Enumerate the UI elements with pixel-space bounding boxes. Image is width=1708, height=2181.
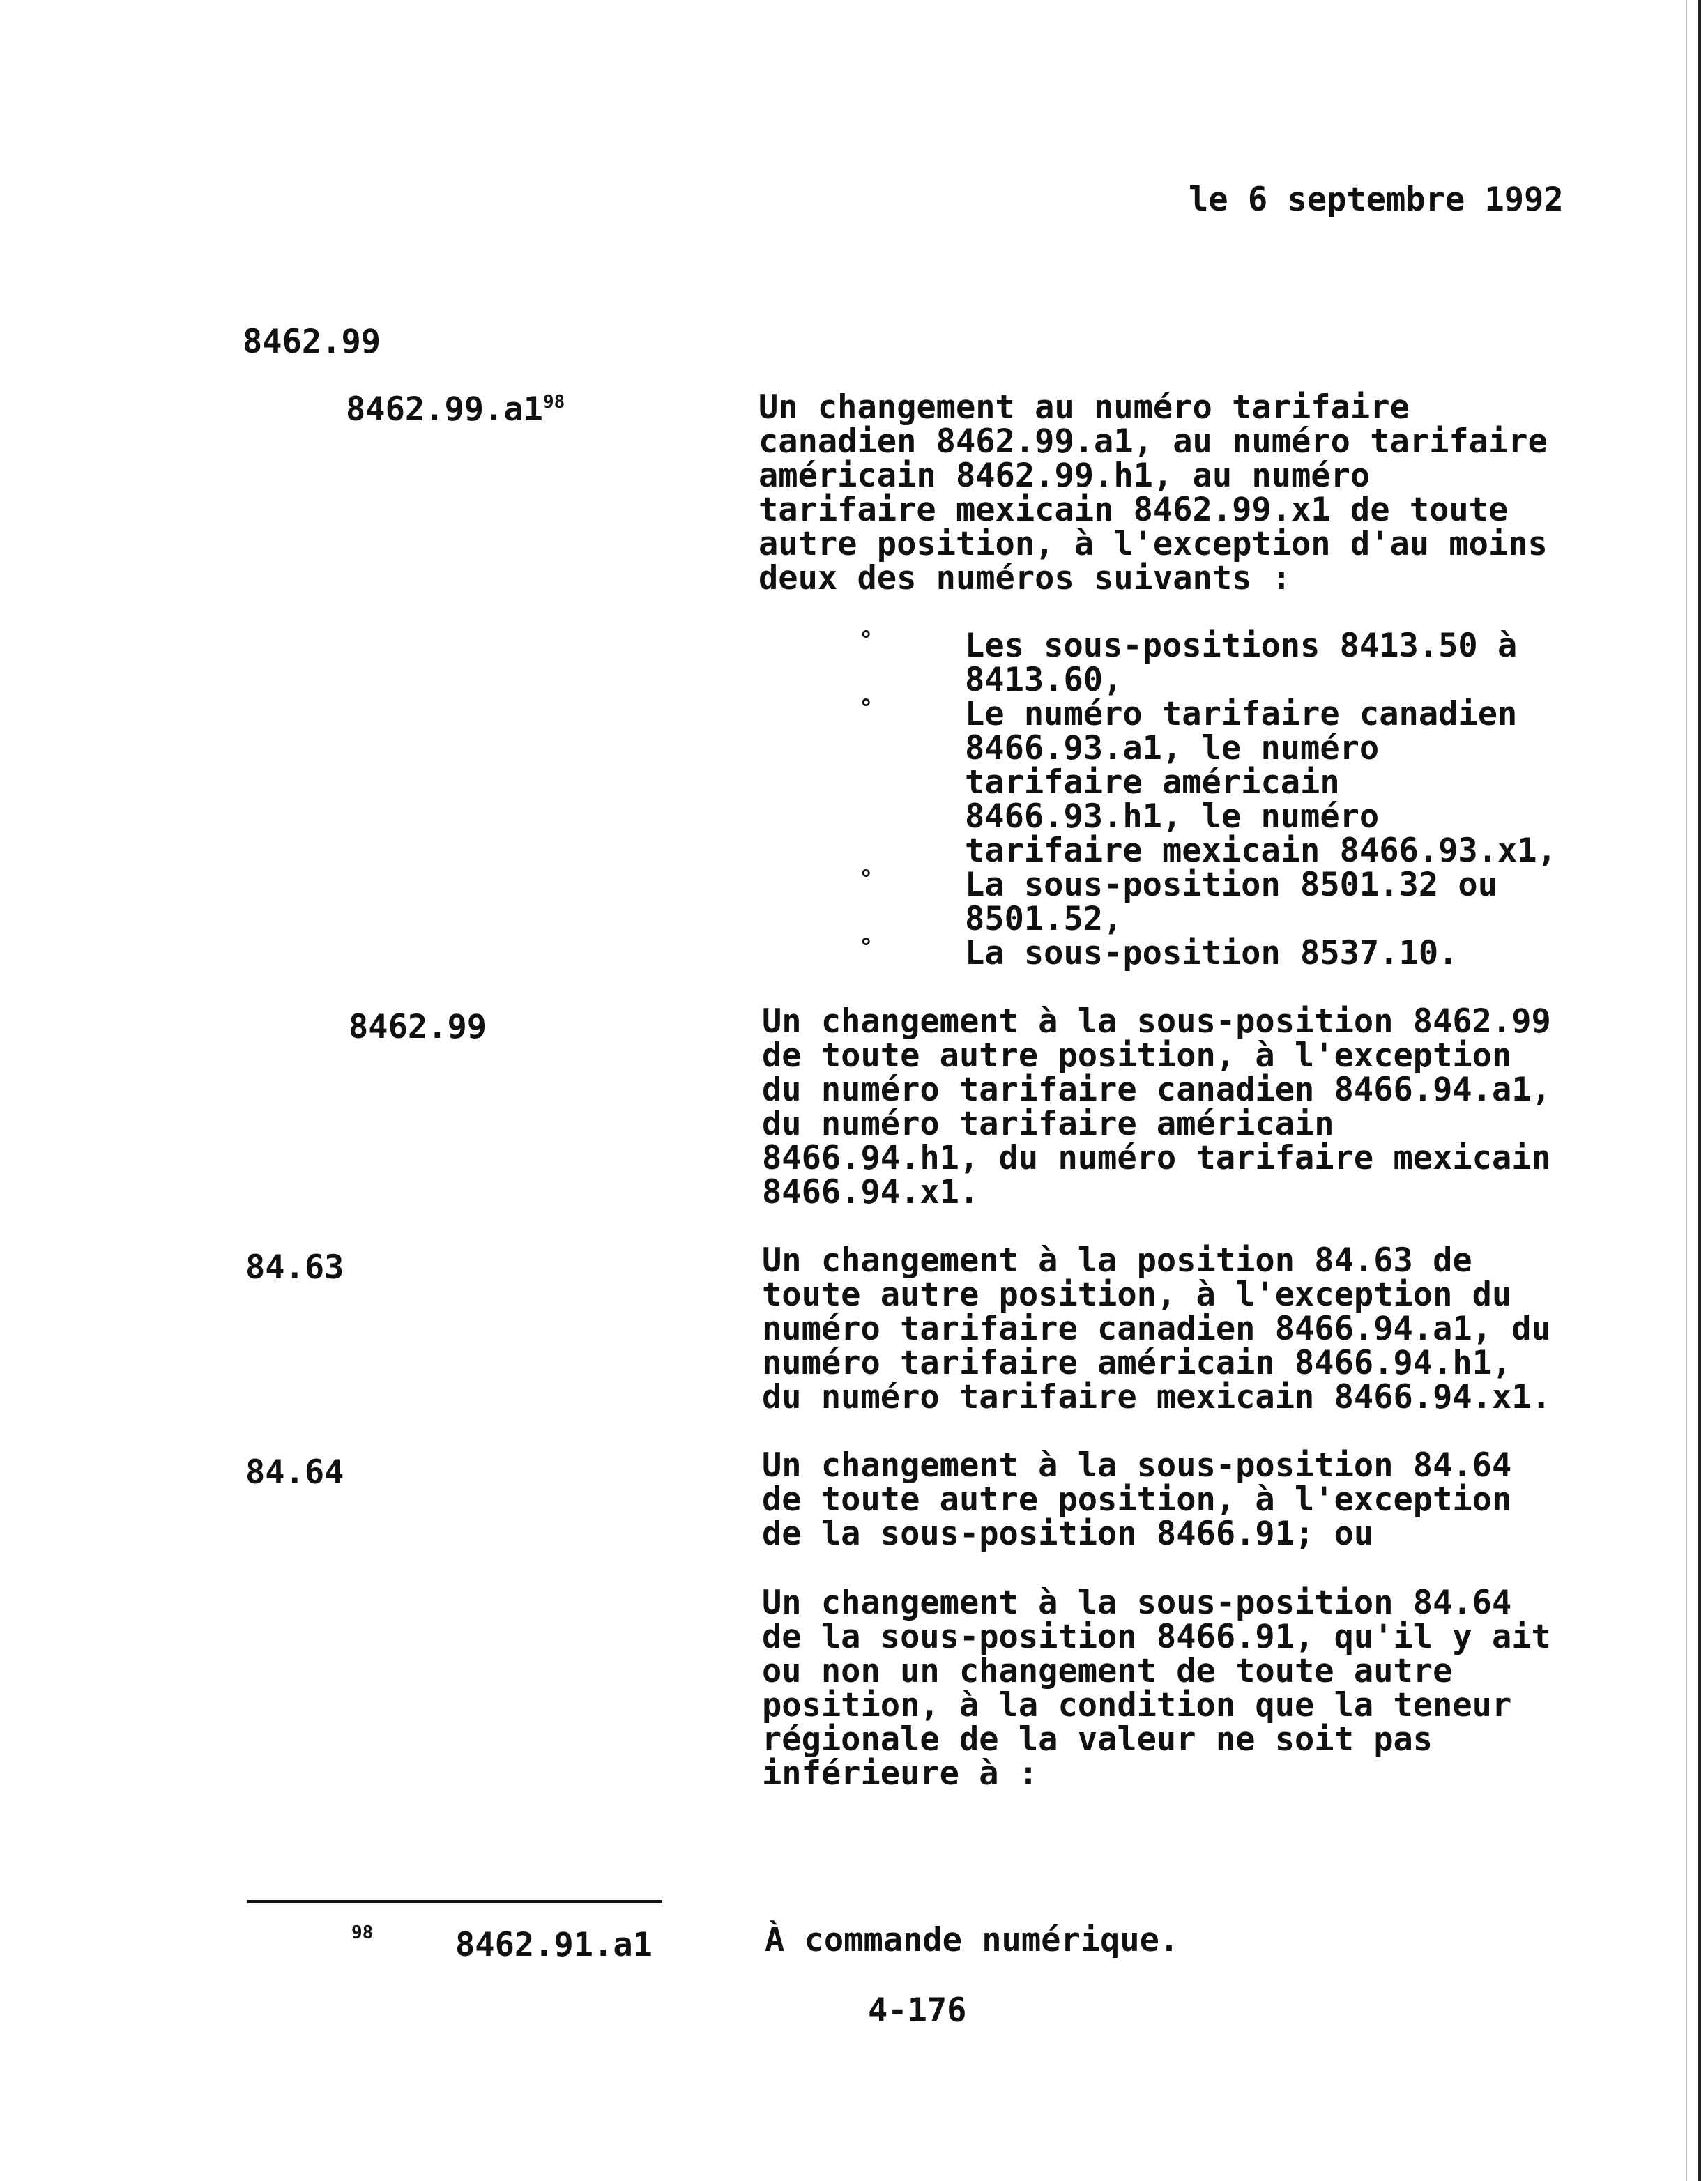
rule-line: du numéro tarifaire mexicain 8466.94.x1. <box>762 1378 1551 1416</box>
bullet-line: 8466.93.a1, le numéro <box>965 729 1380 767</box>
rule-line: Un changement à la sous-position 84.64 <box>762 1584 1512 1622</box>
tariff-item-code <box>346 392 565 427</box>
rule-line: Un changement à la position 84.63 de <box>762 1241 1472 1280</box>
heading-subheading-code: 8462.99 <box>243 323 381 361</box>
subheading-code: 8462.99 <box>349 1008 487 1046</box>
bullet-line: 8501.52, <box>965 900 1123 938</box>
footnote-code: 8462.91.a1 <box>455 1926 653 1964</box>
rule-line: position, à la condition que la teneur <box>762 1686 1512 1724</box>
bullet-line: tarifaire mexicain 8466.93.x1, <box>965 832 1557 870</box>
footnote-number: 98 <box>351 1922 374 1943</box>
rule-line: inférieure à : <box>762 1754 1039 1793</box>
bullet-marker: ° <box>859 865 874 893</box>
bullet-marker: ° <box>859 694 874 722</box>
page-edge-line <box>1686 0 1687 2181</box>
rule-line: Un changement à la sous-position 8462.99 <box>762 1002 1551 1041</box>
bullet-line: 8413.60, <box>965 661 1123 699</box>
rule-line: américain 8462.99.h1, au numéro <box>758 457 1371 495</box>
rule-line: deux des numéros suivants : <box>758 559 1292 597</box>
heading-code: 84.64 <box>245 1453 344 1492</box>
rule-line: autre position, à l'exception d'au moins <box>758 525 1548 563</box>
rule-line: du numéro tarifaire américain <box>762 1105 1334 1143</box>
heading-code: 84.63 <box>245 1248 344 1287</box>
rule-line: régionale de la valeur ne soit pas <box>762 1720 1433 1759</box>
rule-line: 8466.94.h1, du numéro tarifaire mexicain <box>762 1139 1551 1177</box>
tariff-item-code-text: 8462.99.a1 <box>346 390 543 429</box>
page-number: 4-176 <box>868 1991 967 2030</box>
bullet-line: tarifaire américain <box>965 763 1340 802</box>
footnote-separator <box>247 1900 662 1903</box>
rule-line: de la sous-position 8466.91; ou <box>762 1515 1374 1553</box>
bullet-line: Le numéro tarifaire canadien <box>965 695 1518 733</box>
bullet-line: Les sous-positions 8413.50 à <box>965 627 1518 665</box>
rule-line: canadien 8462.99.a1, au numéro tarifaire <box>758 422 1548 461</box>
footnote-text: À commande numérique. <box>765 1921 1180 1959</box>
bullet-line: La sous-position 8501.32 ou <box>965 866 1498 904</box>
rule-line: numéro tarifaire canadien 8466.94.a1, du <box>762 1310 1551 1348</box>
rule-line: numéro tarifaire américain 8466.94.h1, <box>762 1344 1512 1382</box>
rule-line: Un changement au numéro tarifaire <box>758 388 1410 427</box>
rule-line: toute autre position, à l'exception du <box>762 1276 1512 1314</box>
footnote-reference: 98 <box>542 392 565 413</box>
rule-line: ou non un changement de toute autre <box>762 1652 1453 1690</box>
rule-line: 8466.94.x1. <box>762 1173 979 1211</box>
bullet-marker: ° <box>859 626 874 654</box>
bullet-line: 8466.93.h1, le numéro <box>965 797 1380 836</box>
document-date: le 6 septembre 1992 <box>1189 181 1564 219</box>
bullet-line: La sous-position 8537.10. <box>965 934 1458 972</box>
rule-line: de toute autre position, à l'exception <box>762 1480 1512 1519</box>
rule-line: de toute autre position, à l'exception <box>762 1036 1512 1075</box>
bullet-marker: ° <box>859 933 874 961</box>
rule-line: de la sous-position 8466.91, qu'il y ait <box>762 1618 1551 1656</box>
rule-line: Un changement à la sous-position 84.64 <box>762 1446 1512 1485</box>
rule-line: du numéro tarifaire canadien 8466.94.a1, <box>762 1071 1551 1109</box>
page-edge-shadow <box>1698 0 1701 2181</box>
rule-line: tarifaire mexicain 8462.99.x1 de toute <box>758 491 1509 529</box>
